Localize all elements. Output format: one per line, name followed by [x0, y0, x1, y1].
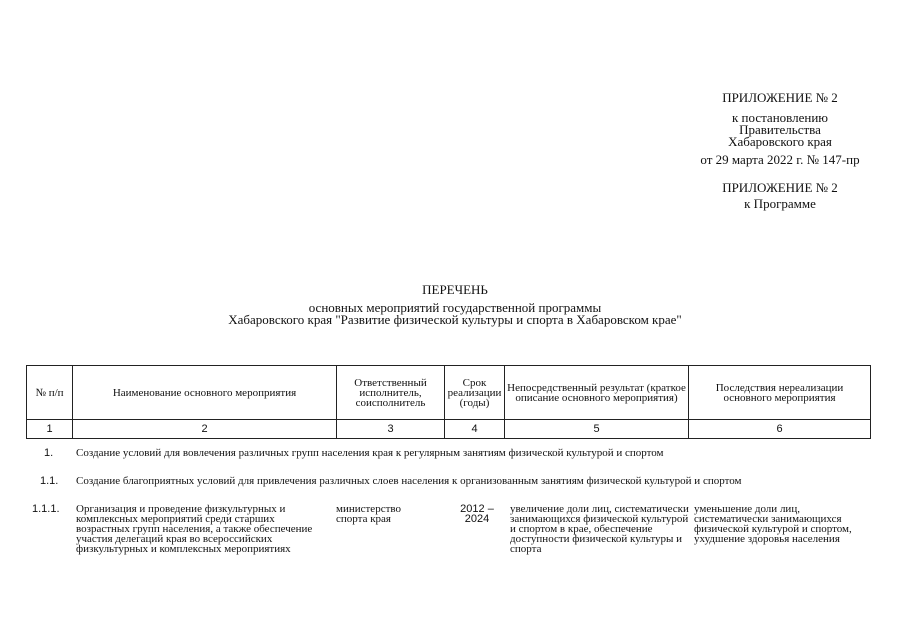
program-appendix-subtitle: к Программе: [744, 196, 816, 211]
col-number-6: 6: [689, 420, 871, 439]
appendix-title: ПРИЛОЖЕНИЕ № 2: [722, 90, 838, 105]
row-1-text: Создание условий для вовлечения различных групп населения края к регулярным занятиям физической культурой и спортом: [76, 447, 664, 459]
document-subheading-1: основных мероприятий государственной программы: [308, 300, 602, 315]
col-number-5: 5: [505, 420, 689, 439]
measures-table-header: [26, 365, 871, 439]
appendix-line-3: Хабаровского края: [728, 134, 832, 149]
row-1-1-text: Создание благоприятных условий для привлечения различных слоев населения к организованным занятиям физической культурой и спортом: [76, 475, 742, 487]
col-header-executor: Ответственный исполнитель, соисполнитель: [337, 366, 445, 420]
row-1-number: 1.: [44, 447, 54, 459]
row-1-1-1-number: 1.1.1.: [32, 503, 60, 515]
row-1-1-1-result: увеличение доли лиц, систематически занимающихся физической культурой и спортом в крае, обеспечение доступности физической культуры и спорта: [510, 503, 689, 555]
col-number-1: 1: [27, 420, 73, 439]
col-number-4: 4: [445, 420, 505, 439]
col-header-consequence: Последствия нереализации основного мероприятия: [689, 366, 871, 420]
row-1-1-1-period: 2012 – 2024: [460, 503, 494, 525]
appendix-line-1: к постановлению: [731, 110, 829, 125]
col-header-result: Непосредственный результат (краткое описание основного мероприятия): [505, 366, 689, 420]
document-title-block: [140, 284, 770, 326]
row-1-1-1-consequence: уменьшение доли лиц, систематически занимающихся физической культурой и спортом, ухудшение здоровья населения: [694, 503, 852, 545]
program-appendix-title: ПРИЛОЖЕНИЕ № 2: [722, 180, 838, 195]
row-1-1-1-executor: министерство спорта края: [336, 503, 402, 525]
row-1-1-number: 1.1.: [40, 475, 59, 487]
col-number-3: 3: [337, 420, 445, 439]
appendix-date: от 29 марта 2022 г. № 147-пр: [700, 152, 860, 167]
row-1-1-1-name: Организация и проведение физкультурных и комплексных мероприятий среди старших возрастных групп населения, а также обеспечение участия делегаций края во всероссийских физкультурных и комплексных мероприятиях: [76, 503, 313, 555]
program-appendix-header: [670, 182, 890, 210]
col-header-number: № п/п: [27, 366, 73, 420]
appendix-line-2: Правительства: [739, 122, 821, 137]
document-heading: ПЕРЕЧЕНЬ: [422, 282, 488, 297]
appendix-header: [670, 92, 890, 166]
col-header-name: Наименование основного мероприятия: [73, 366, 337, 420]
col-header-period: Срок реализации (годы): [445, 366, 505, 420]
col-number-2: 2: [73, 420, 337, 439]
document-subheading-2: Хабаровского края "Развитие физической культуры и спорта в Хабаровском крае": [228, 312, 682, 327]
